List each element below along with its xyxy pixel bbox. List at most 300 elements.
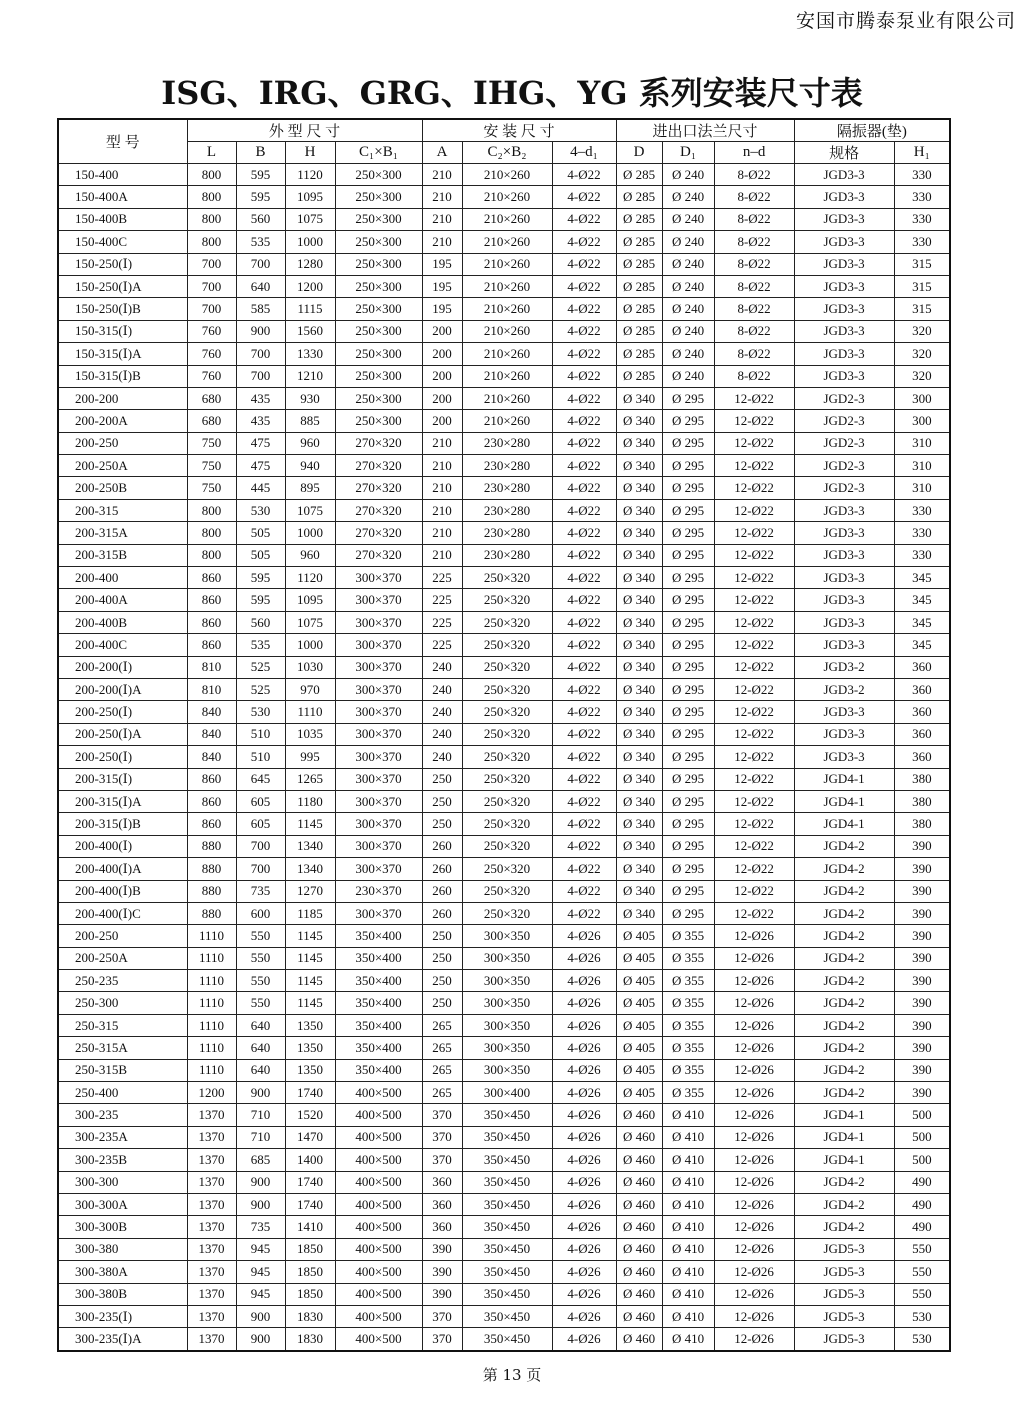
table-cell: 260	[422, 835, 462, 857]
table-cell: 4-Ø26	[552, 947, 616, 969]
table-cell: 330	[894, 186, 950, 208]
table-cell: Ø 355	[662, 1037, 714, 1059]
table-cell: 400×500	[335, 1104, 422, 1126]
table-cell: 250×320	[462, 746, 552, 768]
table-cell: Ø 295	[662, 611, 714, 633]
table-cell: Ø 340	[616, 723, 662, 745]
table-cell: 860	[187, 768, 236, 790]
cell-model: 300-235B	[58, 1149, 187, 1171]
cell-model: 300-380B	[58, 1283, 187, 1305]
table-cell: JGD3-2	[794, 678, 894, 700]
table-cell: Ø 295	[662, 634, 714, 656]
table-cell: 250×320	[462, 880, 552, 902]
table-cell: 680	[187, 410, 236, 432]
table-cell: 240	[422, 678, 462, 700]
table-cell: 1350	[285, 1037, 335, 1059]
table-cell: 1075	[285, 499, 335, 521]
table-cell: 1000	[285, 634, 335, 656]
table-cell: 860	[187, 790, 236, 812]
table-cell: Ø 460	[616, 1283, 662, 1305]
table-cell: 4-Ø22	[552, 835, 616, 857]
table-cell: 490	[894, 1193, 950, 1215]
table-cell: 4-Ø26	[552, 1238, 616, 1260]
table-cell: 860	[187, 634, 236, 656]
table-cell: 265	[422, 1037, 462, 1059]
cell-model: 200-315(Ⅰ)A	[58, 790, 187, 812]
table-cell: 1270	[285, 880, 335, 902]
table-cell: 4-Ø22	[552, 567, 616, 589]
table-cell: 300×400	[462, 1082, 552, 1104]
table-cell: 4-Ø22	[552, 634, 616, 656]
table-cell: 210×260	[462, 208, 552, 230]
table-cell: 350×400	[335, 1014, 422, 1036]
table-cell: 605	[236, 790, 285, 812]
table-cell: Ø 285	[616, 164, 662, 186]
table-cell: 4-Ø22	[552, 589, 616, 611]
table-cell: Ø 240	[662, 343, 714, 365]
table-cell: 390	[894, 970, 950, 992]
table-cell: 12-Ø22	[714, 656, 794, 678]
table-cell: 12-Ø22	[714, 455, 794, 477]
table-cell: 300×370	[335, 567, 422, 589]
table-cell: 435	[236, 387, 285, 409]
table-cell: 12-Ø22	[714, 387, 794, 409]
table-cell: 700	[236, 835, 285, 857]
table-cell: 265	[422, 1059, 462, 1081]
table-cell: 760	[187, 343, 236, 365]
table-cell: 1370	[187, 1328, 236, 1351]
table-cell: 240	[422, 656, 462, 678]
table-row	[58, 790, 950, 812]
table-cell: 300×370	[335, 611, 422, 633]
cell-model: 200-400C	[58, 634, 187, 656]
table-cell: 12-Ø26	[714, 992, 794, 1014]
table-cell: 1280	[285, 253, 335, 275]
table-cell: Ø 285	[616, 298, 662, 320]
cell-model: 200-250A	[58, 455, 187, 477]
table-cell: Ø 295	[662, 589, 714, 611]
table-cell: Ø 410	[662, 1126, 714, 1148]
table-cell: 1560	[285, 320, 335, 342]
table-cell: 210×260	[462, 320, 552, 342]
table-cell: 390	[894, 902, 950, 924]
table-cell: 700	[236, 858, 285, 880]
table-cell: 4-Ø22	[552, 253, 616, 275]
table-cell: 8-Ø22	[714, 208, 794, 230]
table-cell: 1370	[187, 1171, 236, 1193]
table-row	[58, 701, 950, 723]
table-cell: 4-Ø26	[552, 1126, 616, 1148]
table-cell: 840	[187, 701, 236, 723]
table-cell: 595	[236, 567, 285, 589]
table-cell: Ø 340	[616, 387, 662, 409]
table-cell: Ø 295	[662, 880, 714, 902]
cell-model: 300-235A	[58, 1126, 187, 1148]
table-cell: 300×350	[462, 1059, 552, 1081]
table-cell: 735	[236, 880, 285, 902]
table-cell: JGD4-2	[794, 970, 894, 992]
table-cell: 350×400	[335, 1037, 422, 1059]
table-cell: 4-Ø22	[552, 790, 616, 812]
table-cell: Ø 460	[616, 1126, 662, 1148]
table-cell: 390	[894, 1037, 950, 1059]
table-cell: 4-Ø26	[552, 1193, 616, 1215]
table-cell: 230×280	[462, 499, 552, 521]
table-cell: 12-Ø26	[714, 1216, 794, 1238]
table-cell: Ø 340	[616, 499, 662, 521]
table-row	[58, 1014, 950, 1036]
table-cell: 4-Ø26	[552, 1082, 616, 1104]
table-cell: 12-Ø22	[714, 567, 794, 589]
table-cell: Ø 410	[662, 1305, 714, 1327]
table-cell: Ø 285	[616, 275, 662, 297]
cell-model: 200-315(Ⅰ)B	[58, 813, 187, 835]
table-cell: 210×260	[462, 231, 552, 253]
cell-model: 200-400	[58, 567, 187, 589]
table-cell: 210	[422, 186, 462, 208]
table-row	[58, 1037, 950, 1059]
table-cell: 12-Ø22	[714, 858, 794, 880]
table-cell: 210×260	[462, 410, 552, 432]
table-cell: Ø 285	[616, 186, 662, 208]
table-cell: 8-Ø22	[714, 253, 794, 275]
table-cell: 4-Ø22	[552, 656, 616, 678]
table-cell: 8-Ø22	[714, 275, 794, 297]
table-cell: 1410	[285, 1216, 335, 1238]
cell-model: 150-400	[58, 164, 187, 186]
table-cell: 12-Ø22	[714, 499, 794, 521]
table-cell: 300×370	[335, 768, 422, 790]
col-header-B: B	[236, 142, 285, 164]
table-cell: 4-Ø22	[552, 746, 616, 768]
table-cell: 530	[236, 701, 285, 723]
table-cell: 330	[894, 499, 950, 521]
cell-model: 250-315A	[58, 1037, 187, 1059]
table-cell: 1350	[285, 1014, 335, 1036]
table-cell: Ø 355	[662, 1059, 714, 1081]
table-cell: 1120	[285, 567, 335, 589]
table-cell: 350×450	[462, 1238, 552, 1260]
dimension-table-container	[57, 118, 949, 1352]
table-cell: 4-Ø22	[552, 365, 616, 387]
cell-model: 150-400A	[58, 186, 187, 208]
table-cell: 210	[422, 544, 462, 566]
table-cell: 350×400	[335, 1059, 422, 1081]
table-cell: 250×320	[462, 567, 552, 589]
table-cell: 605	[236, 813, 285, 835]
header-model: 型 号	[58, 119, 187, 164]
table-cell: Ø 340	[616, 634, 662, 656]
table-row	[58, 1126, 950, 1148]
table-cell: 500	[894, 1126, 950, 1148]
table-cell: 550	[894, 1261, 950, 1283]
table-cell: Ø 405	[616, 1014, 662, 1036]
table-cell: 800	[187, 186, 236, 208]
table-cell: Ø 295	[662, 432, 714, 454]
table-cell: JGD2-3	[794, 387, 894, 409]
table-cell: 195	[422, 253, 462, 275]
table-cell: 390	[422, 1283, 462, 1305]
table-cell: Ø 295	[662, 858, 714, 880]
cell-model: 300-235(Ⅰ)A	[58, 1328, 187, 1351]
table-cell: 310	[894, 455, 950, 477]
table-row	[58, 164, 950, 186]
table-cell: 840	[187, 746, 236, 768]
cell-model: 200-400(Ⅰ)B	[58, 880, 187, 902]
table-cell: 4-Ø22	[552, 208, 616, 230]
table-cell: Ø 460	[616, 1104, 662, 1126]
installation-dimension-table	[57, 118, 951, 1352]
cell-model: 250-315	[58, 1014, 187, 1036]
cell-model: 250-235	[58, 970, 187, 992]
table-cell: 8-Ø22	[714, 298, 794, 320]
table-cell: 550	[894, 1238, 950, 1260]
table-cell: 360	[894, 678, 950, 700]
table-cell: 12-Ø22	[714, 701, 794, 723]
table-cell: 8-Ø22	[714, 164, 794, 186]
col-header-nd: n–d	[714, 142, 794, 164]
table-cell: 12-Ø26	[714, 1238, 794, 1260]
table-row	[58, 1082, 950, 1104]
table-cell: Ø 340	[616, 858, 662, 880]
table-cell: 500	[894, 1104, 950, 1126]
table-cell: JGD3-3	[794, 746, 894, 768]
header-isolator: 隔振器(垫)	[794, 119, 950, 142]
table-cell: 1340	[285, 858, 335, 880]
table-cell: 250×300	[335, 343, 422, 365]
table-cell: 860	[187, 813, 236, 835]
cell-model: 150-315(Ⅰ)A	[58, 343, 187, 365]
table-cell: 550	[236, 992, 285, 1014]
col-header-spec: 规格	[794, 142, 894, 164]
table-cell: 800	[187, 208, 236, 230]
table-cell: 560	[236, 208, 285, 230]
cell-model: 200-250(Ⅰ)A	[58, 723, 187, 745]
table-cell: 700	[187, 253, 236, 275]
table-cell: 195	[422, 275, 462, 297]
table-cell: 535	[236, 634, 285, 656]
table-cell: 250×300	[335, 275, 422, 297]
table-cell: JGD4-1	[794, 768, 894, 790]
table-cell: 4-Ø22	[552, 387, 616, 409]
table-cell: 8-Ø22	[714, 320, 794, 342]
table-cell: Ø 340	[616, 678, 662, 700]
table-cell: 12-Ø22	[714, 768, 794, 790]
table-cell: 1145	[285, 992, 335, 1014]
table-cell: 4-Ø22	[552, 723, 616, 745]
table-cell: 310	[894, 477, 950, 499]
table-cell: 350×400	[335, 992, 422, 1014]
table-cell: Ø 340	[616, 477, 662, 499]
table-cell: Ø 285	[616, 231, 662, 253]
table-cell: 475	[236, 432, 285, 454]
table-cell: 300×370	[335, 701, 422, 723]
table-cell: 945	[236, 1261, 285, 1283]
table-cell: 1370	[187, 1283, 236, 1305]
table-cell: 250×320	[462, 589, 552, 611]
table-cell: 760	[187, 320, 236, 342]
table-cell: 200	[422, 320, 462, 342]
table-cell: 12-Ø26	[714, 1037, 794, 1059]
table-cell: 12-Ø26	[714, 1328, 794, 1351]
table-cell: 735	[236, 1216, 285, 1238]
table-cell: 880	[187, 835, 236, 857]
table-cell: 4-Ø26	[552, 1261, 616, 1283]
table-cell: 810	[187, 656, 236, 678]
table-cell: 12-Ø22	[714, 813, 794, 835]
table-cell: 12-Ø26	[714, 970, 794, 992]
table-cell: 200	[422, 365, 462, 387]
col-header-C2B2: C₂×B₂	[462, 142, 552, 164]
table-cell: 370	[422, 1305, 462, 1327]
table-cell: 1075	[285, 208, 335, 230]
table-cell: 360	[422, 1171, 462, 1193]
table-row	[58, 1193, 950, 1215]
table-cell: 350×450	[462, 1104, 552, 1126]
table-cell: JGD3-2	[794, 656, 894, 678]
table-cell: Ø 295	[662, 477, 714, 499]
table-cell: 1830	[285, 1328, 335, 1351]
table-cell: JGD2-3	[794, 410, 894, 432]
table-cell: 595	[236, 186, 285, 208]
table-cell: 250×300	[335, 186, 422, 208]
table-cell: 4-Ø22	[552, 432, 616, 454]
col-header-D1: D₁	[662, 142, 714, 164]
col-header-L: L	[187, 142, 236, 164]
table-cell: 760	[187, 365, 236, 387]
table-cell: Ø 410	[662, 1149, 714, 1171]
cell-model: 200-400(Ⅰ)C	[58, 902, 187, 924]
table-cell: 1145	[285, 947, 335, 969]
table-cell: 1000	[285, 522, 335, 544]
table-cell: 265	[422, 1014, 462, 1036]
table-cell: 1370	[187, 1149, 236, 1171]
table-cell: 860	[187, 567, 236, 589]
table-cell: 4-Ø22	[552, 298, 616, 320]
table-row	[58, 1104, 950, 1126]
cell-model: 200-400A	[58, 589, 187, 611]
header-install-dimensions: 安 装 尺 寸	[422, 119, 616, 142]
table-cell: 360	[894, 701, 950, 723]
table-cell: 4-Ø26	[552, 1037, 616, 1059]
table-cell: Ø 295	[662, 410, 714, 432]
table-cell: 300×370	[335, 835, 422, 857]
table-cell: 4-Ø22	[552, 522, 616, 544]
table-row	[58, 1059, 950, 1081]
table-cell: 210	[422, 477, 462, 499]
table-cell: 750	[187, 455, 236, 477]
table-cell: 400×500	[335, 1126, 422, 1148]
table-cell: 330	[894, 522, 950, 544]
table-cell: 250×320	[462, 678, 552, 700]
table-cell: 4-Ø22	[552, 410, 616, 432]
table-cell: 230×280	[462, 455, 552, 477]
table-cell: Ø 295	[662, 746, 714, 768]
table-cell: 640	[236, 1059, 285, 1081]
table-cell: 930	[285, 387, 335, 409]
table-cell: 12-Ø22	[714, 723, 794, 745]
table-cell: Ø 340	[616, 746, 662, 768]
table-row	[58, 992, 950, 1014]
table-cell: 1400	[285, 1149, 335, 1171]
page-number: 第 13 页	[482, 1366, 542, 1384]
table-cell: 750	[187, 477, 236, 499]
table-cell: Ø 410	[662, 1261, 714, 1283]
cell-model: 300-235	[58, 1104, 187, 1126]
table-cell: 270×320	[335, 544, 422, 566]
table-cell: Ø 295	[662, 656, 714, 678]
table-cell: JGD4-2	[794, 1193, 894, 1215]
table-row	[58, 1216, 950, 1238]
table-cell: Ø 295	[662, 455, 714, 477]
table-cell: Ø 240	[662, 275, 714, 297]
table-cell: 700	[187, 275, 236, 297]
table-cell: 345	[894, 634, 950, 656]
table-cell: 4-Ø26	[552, 1328, 616, 1351]
table-cell: 900	[236, 1193, 285, 1215]
table-cell: Ø 410	[662, 1216, 714, 1238]
table-cell: 490	[894, 1216, 950, 1238]
cell-model: 300-300A	[58, 1193, 187, 1215]
table-cell: 4-Ø26	[552, 1014, 616, 1036]
table-cell: JGD4-1	[794, 1126, 894, 1148]
table-row	[58, 1171, 950, 1193]
table-cell: 1000	[285, 231, 335, 253]
table-cell: 12-Ø22	[714, 589, 794, 611]
table-cell: JGD5-3	[794, 1283, 894, 1305]
table-cell: 265	[422, 1082, 462, 1104]
table-cell: 400×500	[335, 1149, 422, 1171]
table-cell: 400×500	[335, 1082, 422, 1104]
cell-model: 200-315B	[58, 544, 187, 566]
table-cell: Ø 340	[616, 589, 662, 611]
table-cell: Ø 285	[616, 208, 662, 230]
table-cell: JGD4-2	[794, 835, 894, 857]
table-cell: 250×320	[462, 723, 552, 745]
table-cell: JGD3-3	[794, 634, 894, 656]
table-cell: 345	[894, 567, 950, 589]
table-cell: Ø 295	[662, 678, 714, 700]
cell-model: 200-315(Ⅰ)	[58, 768, 187, 790]
table-cell: 550	[236, 970, 285, 992]
table-cell: 1110	[187, 925, 236, 947]
table-cell: 370	[422, 1104, 462, 1126]
table-cell: 230×370	[335, 880, 422, 902]
table-cell: 4-Ø22	[552, 701, 616, 723]
table-cell: 4-Ø26	[552, 1283, 616, 1305]
table-cell: Ø 295	[662, 813, 714, 835]
table-cell: JGD4-2	[794, 1059, 894, 1081]
cell-model: 200-200(Ⅰ)A	[58, 678, 187, 700]
table-cell: 800	[187, 522, 236, 544]
table-cell: 900	[236, 1171, 285, 1193]
table-cell: 12-Ø26	[714, 925, 794, 947]
table-row	[58, 387, 950, 409]
table-cell: 4-Ø26	[552, 970, 616, 992]
table-cell: 225	[422, 567, 462, 589]
table-cell: 435	[236, 410, 285, 432]
table-cell: 210	[422, 208, 462, 230]
table-row	[58, 970, 950, 992]
table-cell: 250×300	[335, 387, 422, 409]
table-cell: 4-Ø22	[552, 231, 616, 253]
table-row	[58, 567, 950, 589]
table-cell: 300×370	[335, 656, 422, 678]
table-cell: 1200	[285, 275, 335, 297]
table-cell: 885	[285, 410, 335, 432]
table-cell: Ø 340	[616, 768, 662, 790]
table-cell: 12-Ø22	[714, 522, 794, 544]
